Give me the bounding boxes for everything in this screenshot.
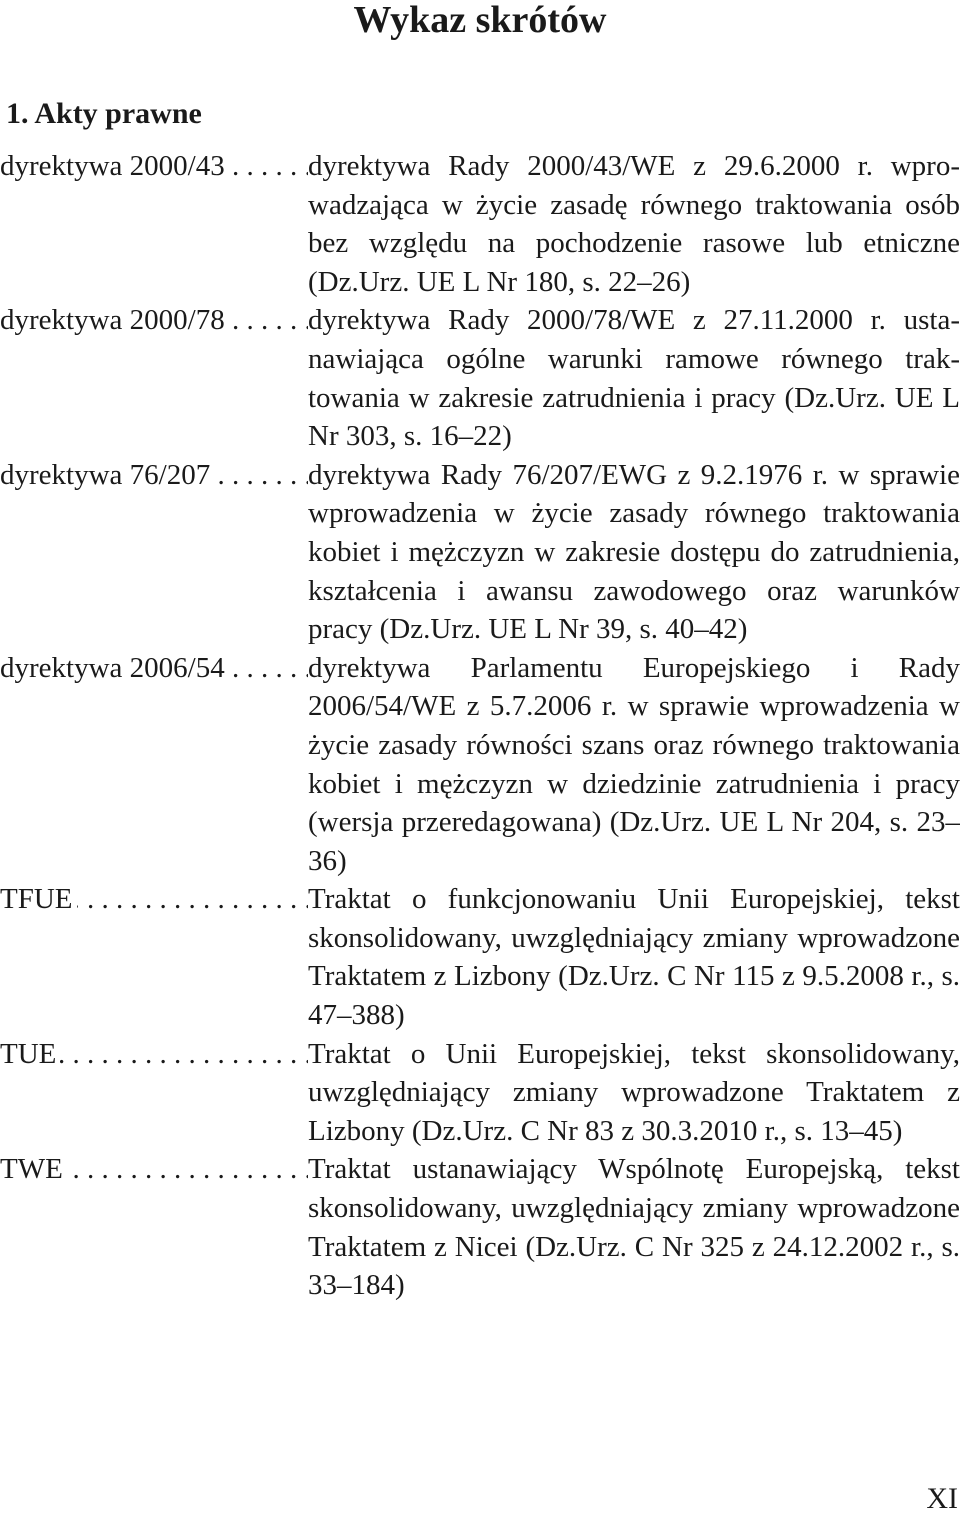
abbreviation-entry	[0, 301, 960, 455]
abbreviation-entry	[0, 456, 960, 649]
abbreviation-term: TFUE . . .	[0, 880, 308, 919]
abbreviation-term: dyrektywa 2006/54 . . .	[0, 649, 308, 688]
abbreviation-term: dyrektywa 2000/43 . . .	[0, 147, 308, 186]
abbreviation-description: Traktat o funkcjonowaniu Unii Europejskiej, tekst skonsolidowany, uwzględniający zmiany wprowadzone Traktatem z Lizbony (Dz.Urz. C Nr 115 z 9.5.2008 r., s. 47–388)	[308, 883, 960, 1032]
abbreviation-entry	[0, 649, 960, 881]
abbreviation-entry	[0, 1150, 960, 1304]
abbreviation-term: dyrektywa 76/207 . . .	[0, 456, 308, 495]
abbreviation-term: dyrektywa 2000/78 . . .	[0, 301, 308, 340]
page-number: XI	[926, 1482, 958, 1515]
section-heading: 1. Akty prawne	[6, 97, 202, 130]
abbreviation-description: dyrektywa Rady 2000/43/WE z 29.6.2000 r. wprowadzająca w życie zasadę równego traktowania osób bez względu na pochodzenie rasowe lub etniczne (Dz.Urz. UE L Nr 180, s. 22–26)	[308, 150, 960, 298]
abbreviation-description: dyrektywa Rady 76/207/EWG z 9.2.1976 r. w sprawie wprowadzenia w życie zasady równego traktowania kobiet i mężczyzn w zakresie dostępu do zatrudnienia, kształcenia i awansu zawodowego oraz warunków pracy (Dz.Urz. UE L Nr 39, s. 40–42)	[308, 458, 960, 646]
abbreviation-description: Traktat o Unii Europejskiej, tekst skonsolidowany, uwzględniający zmiany wprowadzone Traktatem z Lizbony (Dz.Urz. C Nr 83 z 30.3.2010 r., s. 13–45)	[308, 1037, 960, 1147]
abbreviation-entry	[0, 1035, 960, 1151]
page-title: Wykaz skrótów	[353, 0, 607, 41]
abbreviation-description: dyrektywa Parlamentu Europejskiego i Rady 2006/54/WE z 5.7.2006 r. w sprawie wprowadzenia w życie zasady równości szans oraz równego traktowania kobiet i mężczyzn w dziedzinie zatrudnienia i pracy (wersja przeredagowana) (Dz.Urz. UE L Nr 204, s. 23–36)	[308, 651, 960, 877]
abbreviation-description: Traktat ustanawiający Wspólnotę Europejską, tekst skonsolidowany, uwzględniający zmiany wprowadzone Traktatem z Nicei (Dz.Urz. C Nr 325 z 24.12.2002 r., s. 33–184)	[308, 1153, 960, 1302]
abbreviation-list	[0, 147, 960, 1305]
abbreviation-entry	[0, 880, 960, 1034]
abbreviation-term: TUE . . .	[0, 1035, 308, 1074]
abbreviation-description: dyrektywa Rady 2000/78/WE z 27.11.2000 r. ustanawiająca ogólne warunki ramowe równego traktowania w zakresie zatrudnienia i pracy (Dz.Urz. UE L Nr 303, s. 16–22)	[308, 304, 960, 453]
abbreviation-entry	[0, 147, 960, 301]
abbreviation-term: TWE . . .	[0, 1150, 308, 1189]
